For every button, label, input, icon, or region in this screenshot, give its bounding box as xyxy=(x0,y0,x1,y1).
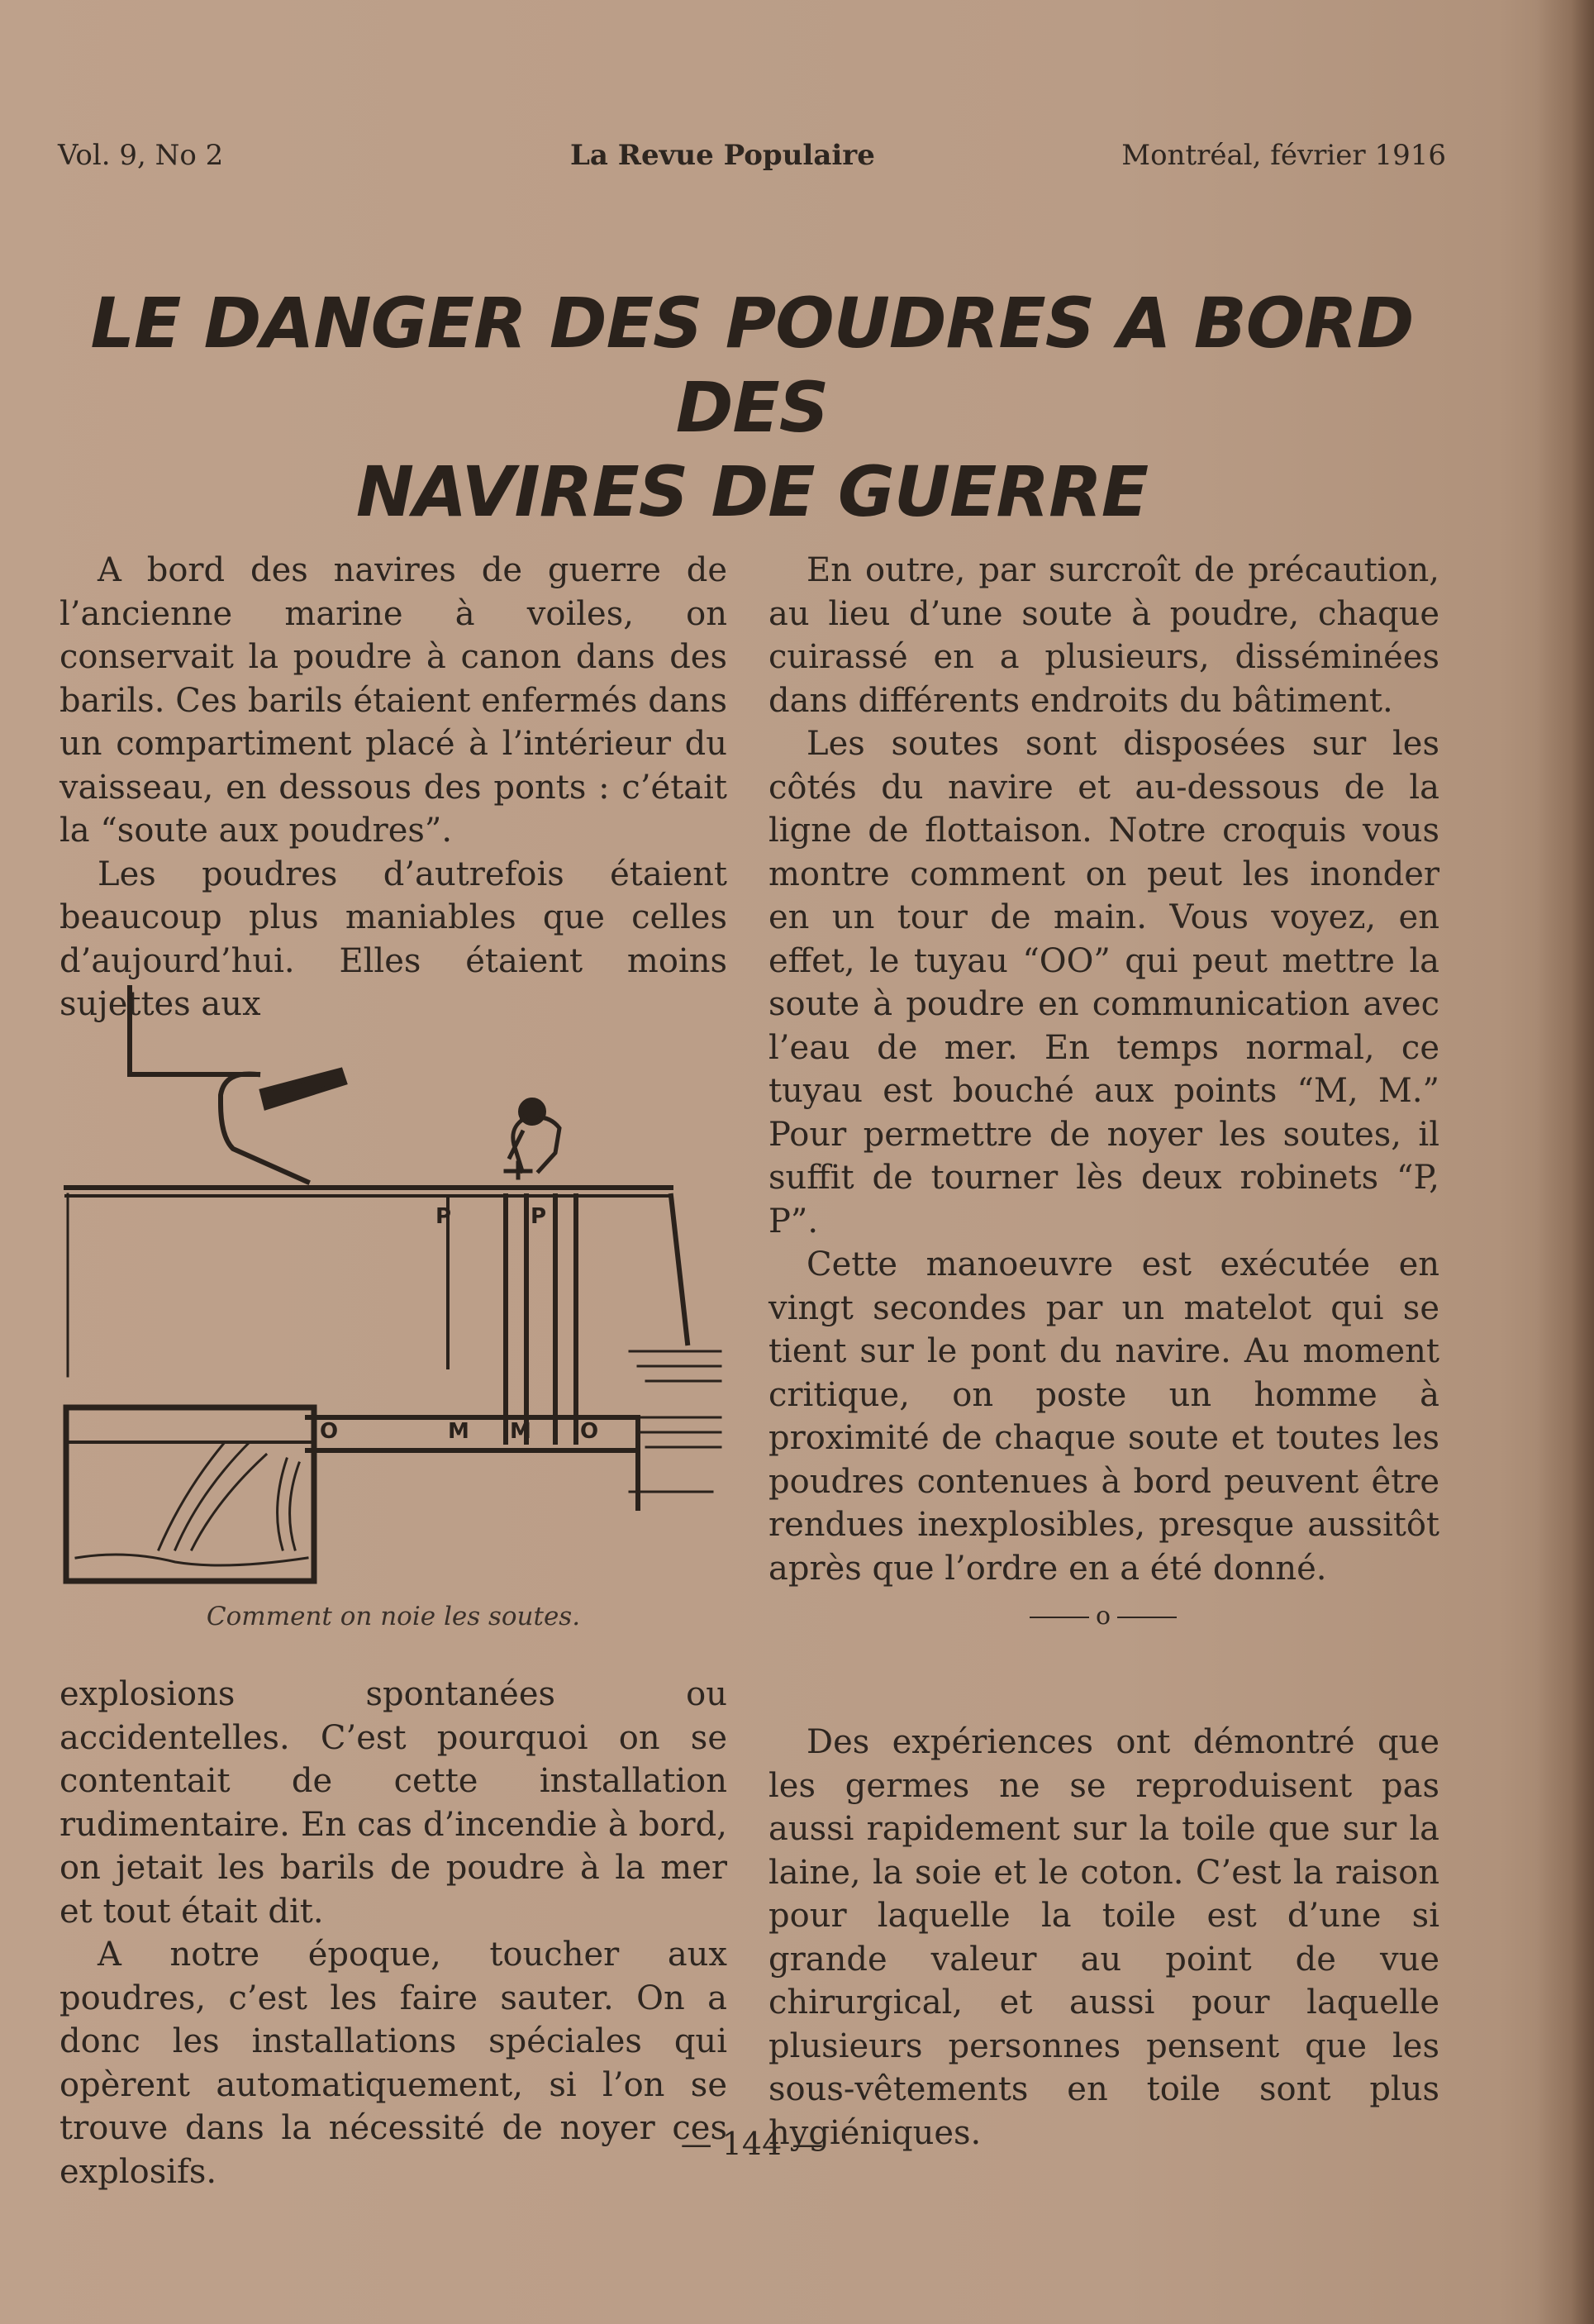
water-jets xyxy=(159,1442,299,1550)
paragraph: Cette manoeuvre est exécutée en vingt secondes par un matelot qui se tient sur le pont du navire. Au moment critique, on poste un homme à proximité de chaque soute et toutes les poudres contenues à bord peuvent être rendues inexplosibles, presque aussitôt après que l’ordre en a été donné. xyxy=(768,1245,1439,1588)
gun-barrel xyxy=(262,1070,345,1107)
section-separator xyxy=(1012,1602,1194,1635)
separator-rule xyxy=(1117,1617,1177,1618)
article-title xyxy=(50,281,1454,534)
label-p-left: P xyxy=(435,1204,452,1229)
paragraph: En outre, par surcroît de précaution, au lieu d’une soute à poudre, chaque cuirassé en a plusieurs, disséminées dans différents endroits du bâtiment. xyxy=(768,551,1439,720)
title-line-1: LE DANGER DES POUDRES A BORD DES xyxy=(90,283,1414,448)
powder-magazine-diagram xyxy=(59,979,737,1591)
waterline xyxy=(630,1351,721,1492)
hull-side xyxy=(671,1196,688,1343)
label-o-right: O xyxy=(580,1419,599,1444)
place-date: Montréal, février 1916 xyxy=(1121,139,1446,172)
page-number: — 144 — xyxy=(680,2126,824,2162)
label-o-left: O xyxy=(320,1419,339,1444)
title-line-2: NAVIRES DE GUERRE xyxy=(355,451,1149,532)
left-column-bottom xyxy=(59,1673,727,2193)
superstructure-line xyxy=(130,988,258,1074)
volume-number: Vol. 9, No 2 xyxy=(58,139,224,172)
paragraph: A bord des navires de guerre de l’ancienne marine à voiles, on conservait la poudre à canon dans des barils. Ces barils étaient enfermés dans un compartiment placé à l’intérieur du vaisseau, en dessous des ponts : c’était la “soute aux poudres”. xyxy=(59,551,727,850)
running-head xyxy=(58,139,1446,180)
figure-caption: Comment on noie les soutes. xyxy=(206,1602,581,1631)
valve-handle xyxy=(506,1163,531,1178)
publication-name: La Revue Populaire xyxy=(570,139,875,172)
paragraph: explosions spontanées ou accidentelles. C’est pourquoi on se contentait de cette installation rudimentaire. En cas d’incendie à bord, on jetait les barils de poudre à la mer et tout était dit. xyxy=(59,1675,727,1931)
label-p-right: P xyxy=(531,1204,547,1229)
label-m-left: M xyxy=(448,1419,469,1444)
paragraph: A notre époque, toucher aux poudres, c’est les faire sauter. On a donc les installations spéciales qui opèrent automatiquement, si l’on se trouve dans la nécessité de noyer ces explosifs. xyxy=(59,1936,727,2191)
page-spine-shadow xyxy=(1536,0,1594,2324)
separator-mark: o xyxy=(1095,1602,1111,1631)
label-m-right: M xyxy=(510,1419,531,1444)
separator-rule xyxy=(1030,1617,1089,1618)
right-column-top xyxy=(768,549,1439,1590)
left-column-top xyxy=(59,549,727,1026)
paragraph: Des expériences ont démontré que les germes ne se reproduisent pas aussi rapidement sur la toile que sur la laine, la soie et le coton. C’est la raison pour laquelle la toile est d’une si grande valeur au point de vue chirurgical, et aussi pour laquelle plusieurs personnes pensent que les sous-vêtements en toile sont plus hygiéniques. xyxy=(768,1723,1439,2152)
paragraph: Les soutes sont disposées sur les côtés du navire et au-dessous de la ligne de flottaison. Notre croquis vous montre comment on peut les inonder en un tour de main. Vous voyez, en effet, le tuyau “OO” qui peut mettre la soute à poudre en communication avec l’eau de mer. En temps normal, ce tuyau est bouché aux points “M, M.” Pour permettre de noyer les soutes, il suffit de tourner lès deux robinets “P, P”. xyxy=(768,725,1439,1241)
right-column-bottom xyxy=(768,1721,1439,2155)
paragraph: Les poudres d’autrefois étaient beaucoup plus maniables que celles d’aujourd’hui. Elles étaient moins sujettes aux xyxy=(59,855,727,1023)
